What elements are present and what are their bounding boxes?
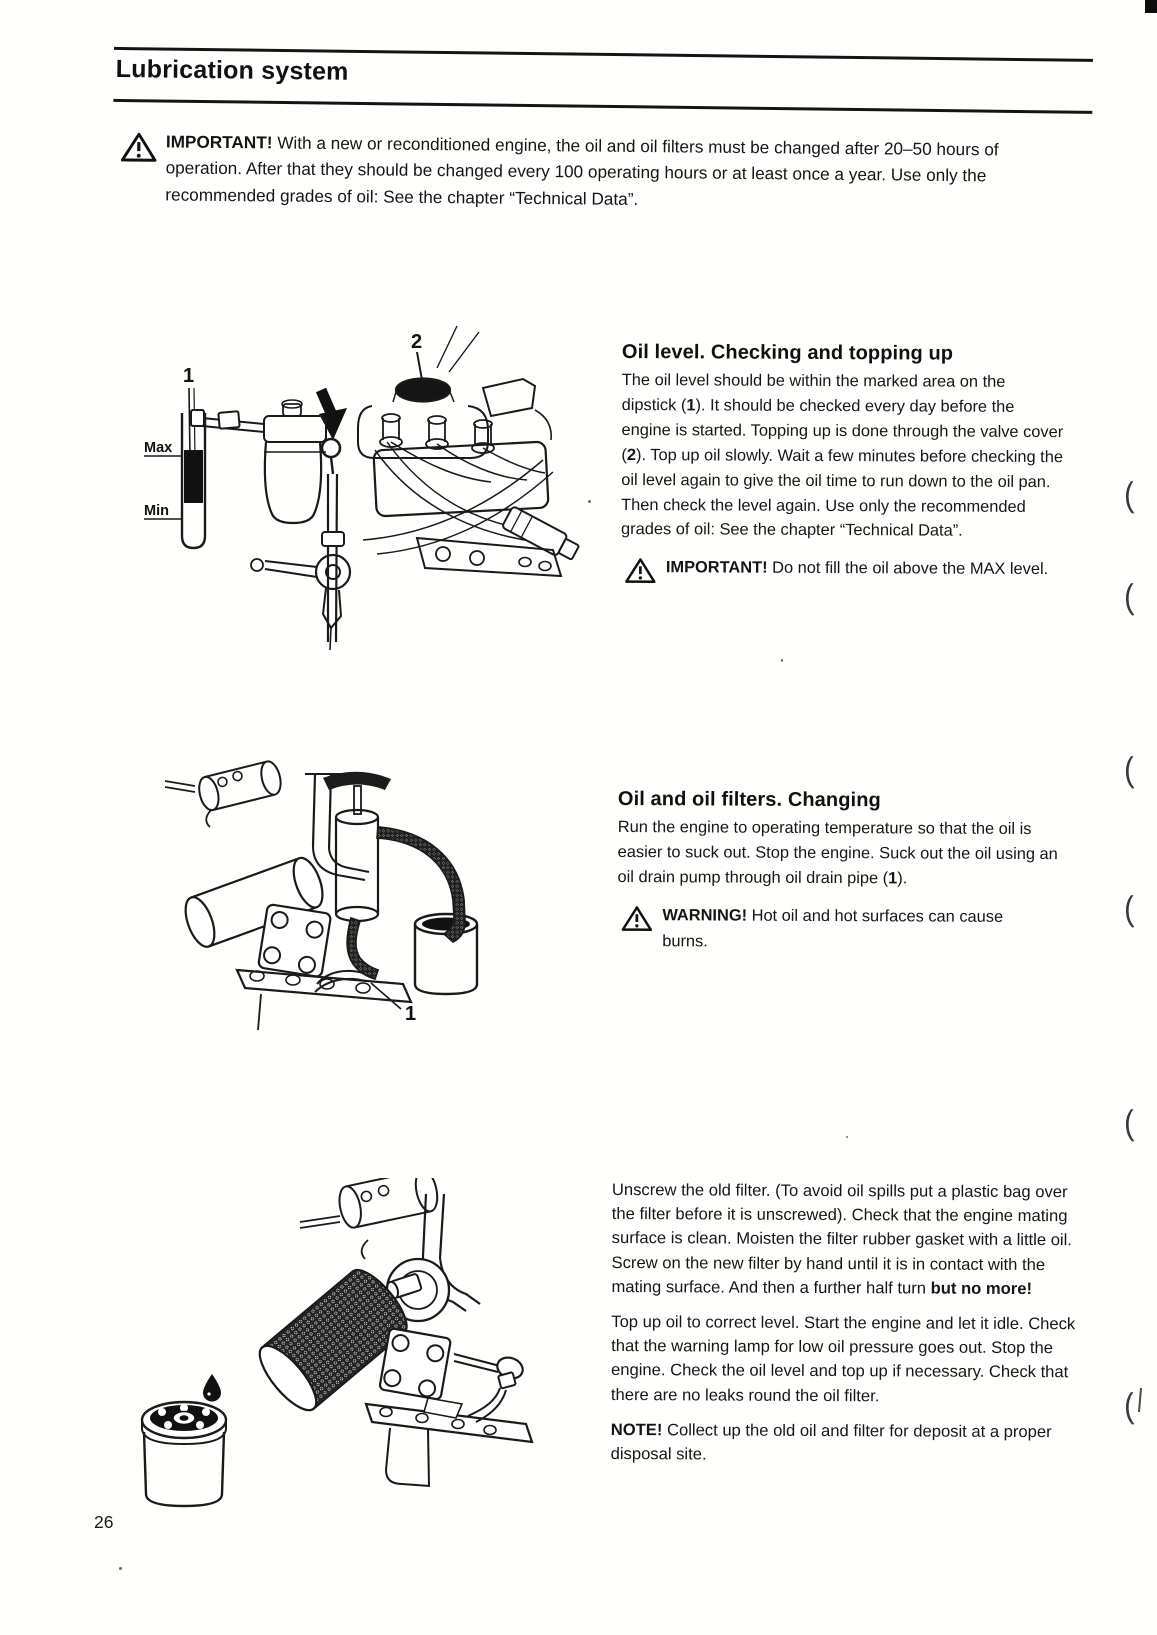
scan-corner-mark — [1145, 0, 1157, 13]
note-label: IMPORTANT! — [665, 558, 768, 578]
warning-note-hot-oil — [617, 903, 1061, 957]
figure1-max-label: Max — [144, 440, 173, 456]
text-run: The oil level should be within the marked area on the dipstick ( — [621, 370, 1006, 415]
scan-binding-mark: ( — [1123, 1387, 1135, 1426]
scan-dash-mark — [1138, 1388, 1142, 1412]
figure2-label-drain-pipe: 1 — [405, 1003, 417, 1025]
scan-speck — [781, 659, 783, 662]
note-label: NOTE! — [610, 1419, 663, 1440]
figure1-min-label: Min — [144, 503, 169, 519]
scan-binding-mark: ( — [1123, 890, 1135, 929]
scan-speck — [846, 1136, 848, 1138]
header-rule-bottom — [113, 99, 1092, 113]
disposal-note — [611, 1418, 1079, 1469]
page-number: 26 — [94, 1512, 114, 1532]
section-oil-level-heading: Oil level. Checking and topping up — [621, 341, 954, 365]
warning-triangle-icon — [625, 557, 656, 584]
page-header — [1, 0, 1157, 86]
text-run: ). Top up oil slowly. Wait a few minutes before checking the oil level again to give the oil time to run down to the oil pan. Then check the level again. Use only the recommended grades of oil: See the chapter “Technical Data”. — [621, 445, 1064, 541]
section-oil-filters-heading: Oil and oil filters. Changing — [617, 788, 881, 812]
scan-speck — [119, 1567, 122, 1570]
top-up-paragraph: Top up oil to correct level. Start the engine and let it idle. Check that the warning lamp for low oil pressure goes out. Stop the engine. Check the oil level and top up if necessary. Check that there are no leaks round the oil filter. — [610, 1312, 1076, 1405]
important-note-max-level — [621, 555, 1063, 586]
section-oil-filters-paragraph — [618, 815, 1062, 892]
scan-binding-mark: ( — [1123, 1104, 1135, 1143]
figure-oil-level-illustration — [125, 310, 585, 655]
ref-valve-cover: 2 — [626, 445, 637, 464]
figure-oil-filter-illustration — [128, 1178, 558, 1523]
intro-important-note — [120, 128, 1061, 216]
section-oil-level — [621, 341, 1064, 587]
note-body: Do not fill the oil above the MAX level. — [772, 559, 1049, 579]
text-run: ). It should be checked every day before the engine is started. Topping up is done through the valve cover ( — [621, 396, 1064, 464]
note-body: Hot oil and hot surfaces can cause burns. — [662, 906, 1004, 950]
note-label: IMPORTANT! — [165, 131, 273, 153]
ref-dipstick: 1 — [686, 396, 696, 415]
scan-binding-mark: ( — [1123, 476, 1135, 515]
note-body: With a new or reconditioned engine, the oil and oil filters must be changed after 20–50 hours of operation. After that they should be changed every 100 operating hours or at least once a year. Use only the recommended grades of oil: See the chapter “Technical Data”. — [165, 132, 999, 209]
figure-oil-drain-pump-illustration — [165, 732, 565, 1032]
warning-triangle-icon — [121, 131, 157, 163]
text-run: Run the engine to operating temperature so that the oil is easier to suck out. Stop the engine. Suck out the oil using an oil drain pump through oil drain pipe ( — [617, 817, 1058, 888]
emphasis-no-more: but no more! — [930, 1278, 1033, 1298]
scan-binding-mark: ( — [1123, 751, 1135, 790]
warning-triangle-icon — [621, 905, 652, 932]
note-body: Collect up the old oil and filter for deposit at a proper disposal site. — [610, 1420, 1052, 1464]
section-filter-replacement — [611, 1178, 1080, 1469]
note-text — [662, 903, 1052, 956]
ref-drain-pipe: 1 — [888, 869, 898, 888]
section-oil-filters — [617, 788, 1062, 956]
page-title: Lubrication system — [115, 54, 349, 86]
text-run: ). — [897, 869, 908, 888]
intro-note-text — [165, 128, 1061, 215]
filter-replacement-paragraph — [611, 1178, 1080, 1301]
figure1-label-dipstick: 1 — [183, 365, 195, 387]
scan-speck — [588, 500, 591, 503]
text-run: Unscrew the old filter. (To avoid oil spills put a plastic bag over the filter before it is unscrewed). Check that the engine mating surface is clean. Moisten the filter rubber gasket with a little oil. Screw on the new filter by hand until it is in contact with the mating surface. And then a further half turn — [611, 1180, 1072, 1298]
note-text — [666, 556, 1056, 584]
figure1-label-valve-cover: 2 — [411, 331, 423, 353]
scan-binding-mark: ( — [1123, 578, 1135, 617]
note-label: WARNING! — [662, 905, 748, 925]
section-oil-level-paragraph — [621, 368, 1064, 545]
